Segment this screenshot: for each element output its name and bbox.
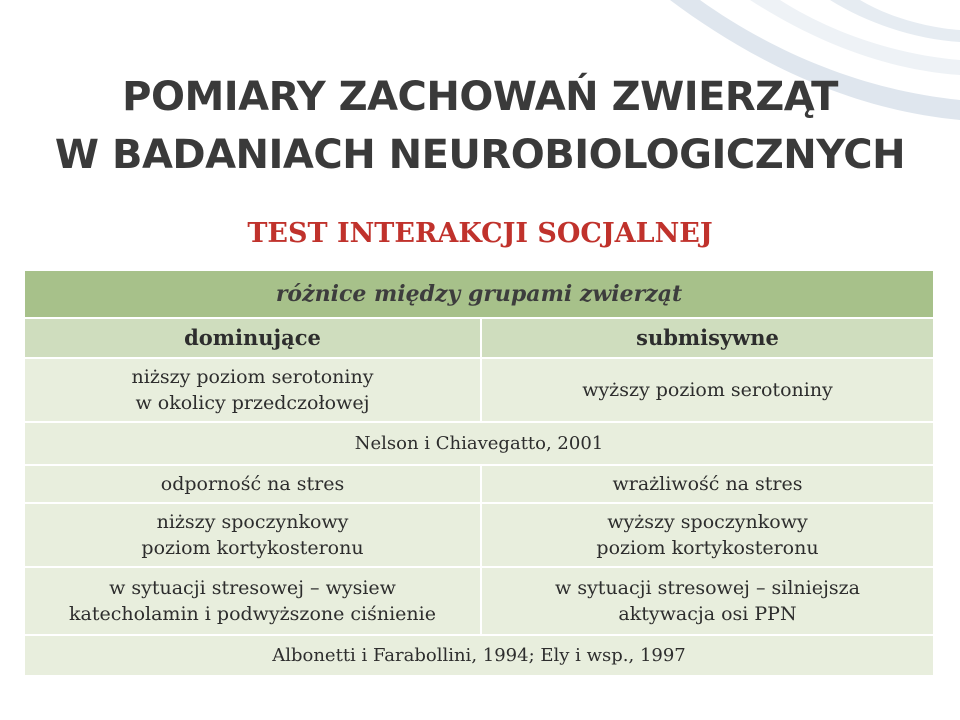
serotonin-dominant bbox=[25, 359, 480, 421]
source-row-2 bbox=[25, 636, 933, 675]
serotonin-row bbox=[25, 359, 933, 423]
source-row-1 bbox=[25, 423, 933, 466]
corticosterone-dominant-line-1: niższy spoczynkowy bbox=[156, 511, 349, 533]
column-divider-top bbox=[480, 319, 482, 423]
corticosterone-dominant-line-2: poziom kortykosteronu bbox=[141, 537, 364, 559]
stress-situation-dominant bbox=[25, 568, 480, 634]
stress-situation-row bbox=[25, 568, 933, 636]
page-title-line-1: POMIARY ZACHOWAŃ ZWIERZĄT bbox=[122, 74, 838, 120]
source-citation-2: Albonetti i Farabollini, 1994; Ely i wsp., 1997 bbox=[272, 644, 686, 666]
stress-situation-submissive bbox=[482, 568, 933, 634]
stress-situation-dominant-line-1: w sytuacji stresowej – wysiew bbox=[109, 577, 396, 599]
table-header-row bbox=[25, 271, 933, 319]
source-citation-1: Nelson i Chiavegatto, 2001 bbox=[354, 432, 604, 454]
serotonin-dominant-line-2: w okolicy przedczołowej bbox=[135, 392, 370, 414]
corticosterone-submissive bbox=[482, 504, 933, 566]
section-subtitle: TEST INTERAKCJI SOCJALNEJ bbox=[247, 218, 713, 249]
column-divider-bottom bbox=[480, 466, 482, 636]
stress-dominant: odporność na stres bbox=[160, 473, 345, 495]
stress-row bbox=[25, 466, 933, 504]
stress-situation-submissive-line-2: aktywacja osi PPN bbox=[618, 603, 797, 625]
column-header-submissive: submisywne bbox=[636, 325, 779, 350]
corticosterone-submissive-line-2: poziom kortykosteronu bbox=[596, 537, 819, 559]
corticosterone-submissive-line-1: wyższy spoczynkowy bbox=[607, 511, 808, 533]
serotonin-submissive: wyższy poziom serotoniny bbox=[582, 379, 833, 401]
column-header-row bbox=[25, 319, 933, 359]
column-header-dominant: dominujące bbox=[184, 325, 321, 350]
corticosterone-row bbox=[25, 504, 933, 568]
stress-submissive: wrażliwość na stres bbox=[612, 473, 803, 495]
comparison-table bbox=[25, 271, 933, 675]
stress-situation-dominant-line-2: katecholamin i podwyższone ciśnienie bbox=[68, 603, 436, 625]
corticosterone-dominant bbox=[25, 504, 480, 566]
page-title-line-2: W BADANIACH NEUROBIOLOGICZNYCH bbox=[54, 132, 906, 178]
stress-situation-submissive-line-1: w sytuacji stresowej – silniejsza bbox=[555, 577, 860, 599]
table-header: różnice między grupami zwierząt bbox=[275, 281, 683, 307]
serotonin-dominant-line-1: niższy poziom serotoniny bbox=[131, 366, 374, 388]
